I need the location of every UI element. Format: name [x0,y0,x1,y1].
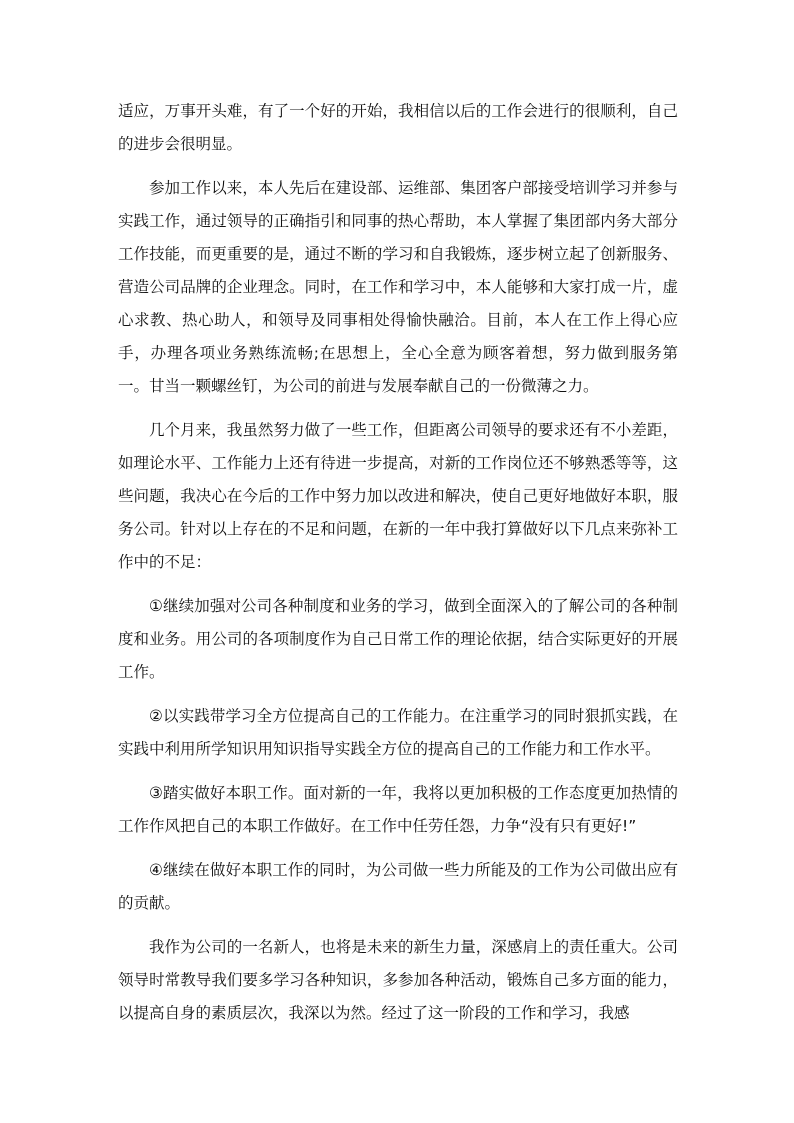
paragraph-new-member: 我作为公司的一名新人，也将是未来的新生力量，深感肩上的责任重大。公司领导时常教导我们要多学习各种知识，多参加各种活动，锻炼自己多方面的能力，以提高自身的素质层次，我深以为然。经过了这一阶段的工作和学习，我感 [118,938,678,1022]
list-item-2: ②以实践带学习全方位提高自己的工作能力。在注重学习的同时狠抓实践，在实践中利用所学知识用知识指导实践全方位的提高自己的工作能力和工作水平。 [118,707,678,758]
document-page [118,95,678,1041]
paragraph-shortcomings: 几个月来，我虽然努力做了一些工作，但距离公司领导的要求还有不小差距，如理论水平、工作能力上还有待进一步提高，对新的工作岗位还不够熟悉等等，这些问题，我决心在今后的工作中努力加以改进和解决，使自己更好地做好本职，服务公司。针对以上存在的不足和问题，在新的一年中我打算做好以下几点来弥补工作中的不足： [118,421,678,571]
paragraph-continuation: 适应，万事开头难，有了一个好的开始，我相信以后的工作会进行的很顺利，自己的进步会很明显。 [118,102,678,153]
paragraph-work-experience: 参加工作以来，本人先后在建设部、运维部、集团客户部接受培训学习并参与实践工作，通过领导的正确指引和同事的热心帮助，本人掌握了集团部内务大部分工作技能，而更重要的是，通过不断的学习和自我锻炼，逐步树立起了创新服务、营造公司品牌的企业理念。同时，在工作和学习中，本人能够和大家打成一片，虚心求教、热心助人，和领导及同事相处得愉快融洽。目前，本人在工作上得心应手，办理各项业务熟练流畅;在思想上，全心全意为顾客着想，努力做到服务第一。甘当一颗螺丝钉，为公司的前进与发展奉献自己的一份微薄之力。 [118,179,678,395]
list-item-3: ③踏实做好本职工作。面对新的一年，我将以更加积极的工作态度更加热情的工作作风把自己的本职工作做好。在工作中任劳任怨，力争“没有只有更好!” [118,784,678,835]
list-item-1: ①继续加强对公司各种制度和业务的学习，做到全面深入的了解公司的各种制度和业务。用公司的各项制度作为自己日常工作的理论依据，结合实际更好的开展工作。 [118,597,678,681]
list-item-4: ④继续在做好本职工作的同时，为公司做一些力所能及的工作为公司做出应有的贡献。 [118,861,678,912]
